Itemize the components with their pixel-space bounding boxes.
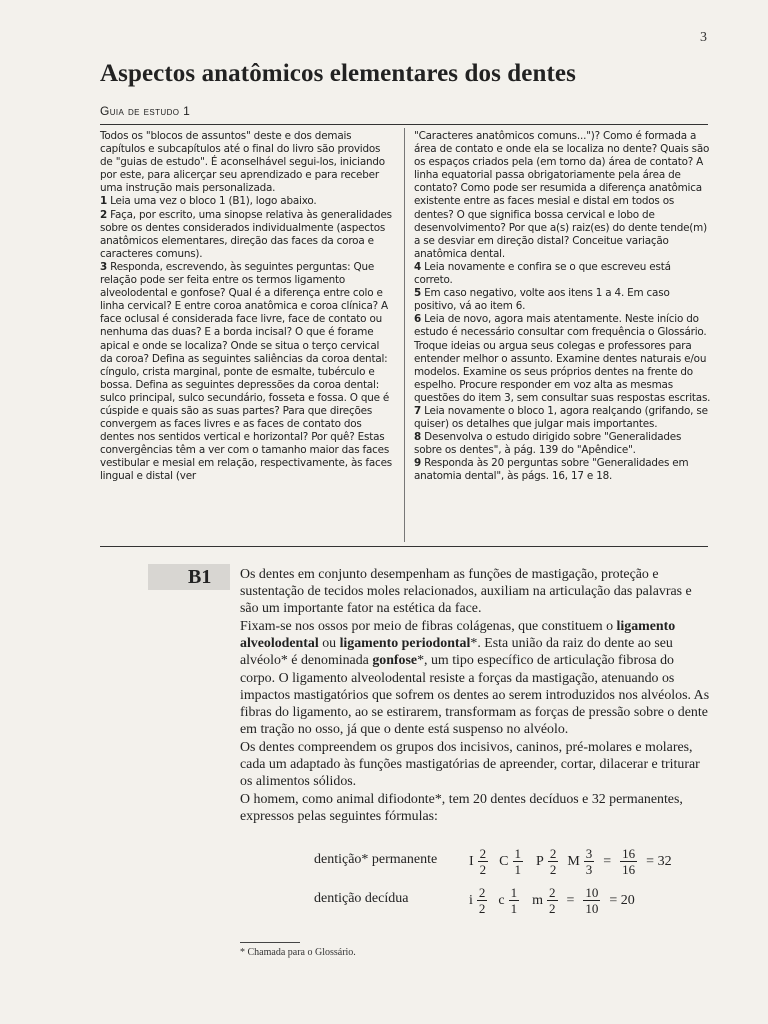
footnote: * Chamada para o Glossário.	[240, 947, 356, 958]
top-rule	[100, 124, 708, 125]
footnote-rule	[240, 942, 300, 943]
numerator: 2	[478, 885, 486, 900]
guide-item	[414, 405, 712, 431]
guide-item-text: "Caracteres anatômicos comuns...")? Como é formada a área de contato e onde ela se localiza no dente? Quais são os espaços criados pela (em torno da) área de contato? A linha equatorial passa obrigatoriamente pela área de contato? Como pode ser resumida a diferença anatômica existente entre as faces mesial e distal em todos os dentes? O que significa bossa cervical e lobo de desenvolvimento? Por que a(s) raiz(es) do dente tende(m) a se desviar em direção distal? Conceitue variação anatômica dental.	[414, 130, 710, 260]
tooth-letter: P	[536, 853, 544, 869]
guide-item	[414, 261, 712, 287]
formula-expression	[468, 846, 673, 877]
formula-expression	[468, 885, 636, 916]
block-body	[240, 566, 710, 826]
formula-total: = 32	[646, 853, 672, 869]
fraction-total	[583, 885, 600, 916]
denominator: 2	[549, 862, 557, 877]
tooth-letter: i	[469, 892, 473, 908]
denominator: 3	[585, 862, 593, 877]
denominator: 16	[622, 862, 636, 877]
guide-item	[414, 313, 712, 405]
guide-item-number: 2	[100, 208, 108, 221]
guide-item	[414, 457, 712, 483]
text-run: ou	[318, 636, 340, 652]
guide-item-number: 4	[414, 260, 422, 273]
numerator: 2	[549, 846, 557, 861]
numerator: 10	[585, 885, 599, 900]
denominator: 2	[479, 862, 487, 877]
denominator: 1	[514, 862, 522, 877]
numerator: 1	[514, 846, 522, 861]
equals-sign: =	[603, 853, 612, 869]
guide-item-text: Leia uma vez o bloco 1 (B1), logo abaixo.	[110, 195, 317, 208]
guide-item-text: Responda às 20 perguntas sobre "Generalidades em anatomia dental", às págs. 16, 17 e 18.	[414, 457, 689, 483]
tooth-letter: I	[469, 853, 474, 869]
block-label: B1	[188, 566, 212, 588]
formula-label: dentição decídua	[314, 891, 409, 906]
fraction	[513, 846, 524, 877]
guide-item	[100, 195, 394, 208]
guide-item	[414, 287, 712, 313]
numerator: 16	[622, 846, 636, 861]
guide-item-text: Todos os "blocos de assuntos" deste e dos demais capítulos e subcapítulos até o final do livro são providos de "guias de estudo". É aconselhável segui-los, iniciando por este, para alicerçar seu aprendizado e para receber uma instrução mais personalizada.	[100, 130, 385, 195]
block-paragraph: Os dentes em conjunto desempenham as funções de mastigação, proteção e sustentação de tecidos moles relacionados, auxiliam na articulação das palavras e são um importante fator na estética da face.	[240, 567, 692, 617]
denominator: 1	[510, 901, 518, 916]
guide-item-text: Responda, escrevendo, às seguintes perguntas: Que relação pode ser feita entre os termos ligamento alveolodental e gonfose? Qual é a diferença entre colo e linha cervical? E entre coroa anatômica e coroa clínica? A face oclusal é considerada face livre, face de contato ou nenhuma das duas? E a borda incisal? O que é forame apical e onde se localiza? Onde se situa o terço cervical da coroa? Defina as seguintes saliências da coroa dental: cíngulo, crista marginal, ponte de esmalte, tubérculo e bossa. Defina as seguintes depressões da coroa dental: sulco principal, sulco secundário, fosseta e fossa. O que é cúspide e quais são as suas partes? Para que direções convergem as faces livres e as faces de contato dos dentes nos sentidos vertical e horizontal? Por quê? Estas convergências têm a ver com o tamanho maior das faces vestibular e mesial em relação, respectivamente, às faces lingual e distal (ver	[100, 260, 392, 483]
guide-item-text: Leia de novo, agora mais atentamente. Neste início do estudo é necessário consultar com frequência o Glossário. Troque ideias ou argua seus colegas e professores para entender melhor o assunto. Examine dentes naturais e/ou modelos. Examine os seus próprios dentes na frente do espelho. Procure responder em voz alta as mesmas questões do item 3, sem consultar suas respostas escritas.	[414, 313, 711, 404]
study-guide-right-column	[414, 130, 712, 484]
numerator: 2	[549, 885, 556, 900]
guide-item-number: 3	[100, 260, 108, 273]
block-paragraph: O homem, como animal difiodonte*, tem 20 dentes decíduos e 32 permanentes, expressos pelas seguintes fórmulas:	[240, 792, 683, 825]
guide-item-number: 1	[100, 195, 108, 208]
bottom-rule	[100, 546, 708, 547]
guide-item-number: 7	[414, 404, 422, 417]
text-run: *. Esta união da raiz do dente ao seu alvéolo* é denominada	[240, 636, 673, 669]
guide-paragraph	[414, 130, 712, 261]
fraction-total	[620, 846, 637, 877]
fraction	[548, 846, 559, 877]
tooth-letter: M	[567, 853, 580, 869]
formula-label: dentição* permanente	[314, 852, 438, 867]
denominator: 2	[549, 901, 556, 916]
guide-item-text: Faça, por escrito, uma sinopse relativa às generalidades sobre os dentes considerados individualmente (aspectos anatômicos elementares, direção das faces da coroa e caracteres comuns).	[100, 208, 392, 260]
chapter-title: Aspectos anatômicos elementares dos dentes	[100, 60, 576, 87]
numerator: 1	[510, 885, 518, 900]
guide-item-number: 9	[414, 457, 422, 470]
fraction	[584, 846, 595, 877]
denominator: 10	[585, 901, 599, 916]
tooth-letter: c	[498, 892, 505, 908]
fraction	[547, 885, 558, 916]
tooth-letter: m	[532, 892, 543, 908]
block-paragraph	[240, 618, 710, 738]
guide-item-text: Leia novamente o bloco 1, agora realçando (grifando, se quiser) os detalhes que julgar mais importantes.	[414, 404, 708, 431]
guide-item-text: Leia novamente e confira se o que escreveu está correto.	[414, 260, 671, 287]
study-guide-label: Guia de estudo 1	[100, 104, 191, 118]
guide-item-number: 5	[414, 287, 422, 300]
guide-item-text: Desenvolva o estudo dirigido sobre "Generalidades sobre os dentes", à pág. 139 do "Apêndice".	[414, 431, 682, 457]
numerator: 2	[479, 846, 487, 861]
block-paragraph: Os dentes compreendem os grupos dos incisivos, caninos, pré-molares e molares, cada um adaptado às funções mastigatórias de apreender, cortar, dilacerar e triturar os alimentos sólidos.	[240, 739, 700, 790]
guide-paragraph	[100, 130, 394, 195]
guide-item-text: Em caso negativo, volte aos itens 1 a 4. Em caso positivo, vá ao item 6.	[414, 287, 670, 313]
guide-item	[414, 431, 712, 457]
denominator: 2	[478, 901, 486, 916]
column-divider	[404, 128, 405, 542]
guide-item	[100, 261, 394, 484]
numerator: 3	[585, 846, 593, 861]
guide-item-number: 8	[414, 431, 422, 444]
text-run: *, um tipo específico de articulação fibrosa do corpo. O ligamento alveolodental resiste a forças da mastigação, atenuando os impactos mastigatórios que sofrem os dentes ao serem introduzidos nos alvéolos. As fibras do ligamento, ao se estirarem, transformam as forças de pressão sobre o dente em tração no osso, já que o dente está suspenso no alvéolo.	[240, 653, 710, 737]
equals-sign: =	[566, 892, 575, 908]
tooth-letter: C	[499, 853, 509, 869]
page-number: 3	[700, 30, 707, 45]
fraction	[477, 885, 488, 916]
study-guide-left-column	[100, 130, 394, 484]
guide-item-number: 6	[414, 313, 422, 326]
text-run: Fixam-se nos ossos por meio de fibras colágenas, que constituem o	[240, 619, 617, 635]
fraction	[509, 885, 520, 916]
term-bold: ligamento alveolodental	[240, 619, 676, 652]
term-bold: ligamento periodontal	[339, 636, 471, 652]
formula-total: = 20	[609, 892, 635, 908]
fraction	[478, 846, 489, 877]
term-bold: gonfose	[372, 653, 418, 669]
guide-item	[100, 209, 394, 261]
